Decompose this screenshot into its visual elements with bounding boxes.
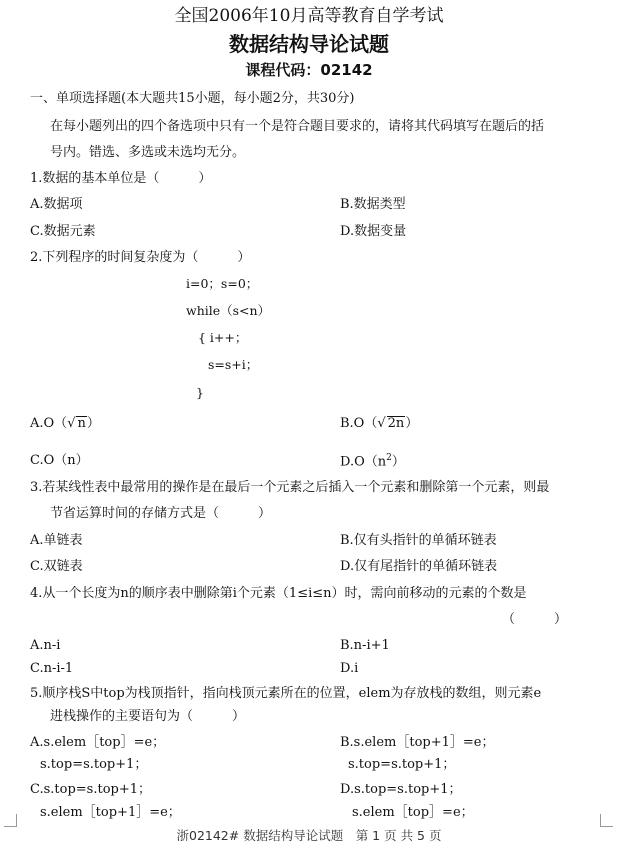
q2-option-d: $D.O(n^2)$ bbox=[340, 453, 405, 470]
q2-option-c: C.O（n） bbox=[30, 453, 89, 468]
q5-option-b: B.s.elem［top+1］=e； bbox=[340, 735, 495, 750]
page-title: 数据结构导论试题 bbox=[229, 32, 389, 56]
q3-option-a: A.单链表 bbox=[30, 533, 83, 548]
course-code: 课程代码：02142 bbox=[245, 61, 373, 79]
q3-option-c: C.双链表 bbox=[30, 559, 83, 574]
code-line: i=0；s=0； bbox=[186, 276, 259, 291]
question-1-stem: 1.数据的基本单位是（ ） bbox=[30, 171, 212, 186]
code-line: } bbox=[196, 385, 204, 400]
question-4-stem: 4.从一个长度为n的顺序表中删除第i个元素（1≤i≤n）时，需向前移动的元素的个数是 bbox=[30, 586, 527, 601]
question-5-stem: 5.顺序栈S中top为栈顶指针，指向栈顶元素所在的位置，elem为存放栈的数组，则元素e bbox=[30, 686, 542, 701]
instruction-line: 号内。错选、多选或未选均无分。 bbox=[50, 145, 246, 160]
section-heading: 一、单项选择题(本大题共15小题，每小题2分，共30分) bbox=[30, 91, 355, 106]
question-3-stem: 3.若某线性表中最常用的操作是在最后一个元素之后插入一个元素和删除第一个元素，则最 bbox=[30, 480, 550, 495]
exam-line: 全国2006年10月高等教育自学考试 bbox=[174, 6, 444, 26]
q5-option-a: A.s.elem［top］=e； bbox=[30, 735, 166, 750]
q4-option-c: C.n-i-1 bbox=[30, 661, 74, 676]
q4-option-b: B.n-i+1 bbox=[340, 638, 390, 653]
q2-option-a: A.O（√ n） bbox=[30, 416, 100, 431]
question-3-stem-cont: 节省运算时间的存储方式是（ ） bbox=[50, 506, 272, 521]
q3-option-d: D.仅有尾指针的单循环链表 bbox=[340, 559, 498, 574]
q5-option-c: C.s.top=s.top+1； bbox=[30, 782, 152, 797]
q1-option-b: B.数据类型 bbox=[340, 197, 406, 212]
q5-option-d-line2: s.elem［top］=e； bbox=[352, 805, 474, 820]
q1-option-a: A.数据项 bbox=[30, 197, 83, 212]
q2-option-b: B.O（√ 2n） bbox=[340, 416, 419, 431]
q5-option-c-line2: s.elem［top+1］=e； bbox=[40, 805, 181, 820]
q5-option-d: D.s.top=s.top+1； bbox=[340, 782, 462, 797]
question-2-stem: 2.下列程序的时间复杂度为（ ） bbox=[30, 250, 251, 265]
sqrt-symbol-icon: √ bbox=[67, 416, 76, 431]
question-5-stem-cont: 进栈操作的主要语句为（ ） bbox=[50, 709, 246, 724]
answer-blank: （ ） bbox=[502, 612, 568, 627]
q1-option-c: C.数据元素 bbox=[30, 224, 96, 239]
sqrt-symbol-icon: √ bbox=[377, 416, 386, 431]
page-footer: 浙02142# 数据结构导论试题 第 1 页 共 5 页 bbox=[176, 828, 442, 843]
q4-option-a: A.n-i bbox=[30, 638, 61, 653]
code-line: s=s+i； bbox=[208, 357, 259, 372]
q4-option-d: D.i bbox=[340, 661, 359, 676]
code-line: while（s<n） bbox=[186, 303, 271, 318]
code-line: { i++； bbox=[198, 330, 248, 345]
q1-option-d: D.数据变量 bbox=[340, 224, 407, 239]
q5-option-b-line2: s.top=s.top+1； bbox=[348, 757, 456, 772]
q5-option-a-line2: s.top=s.top+1； bbox=[40, 757, 148, 772]
q3-option-b: B.仅有头指针的单循环链表 bbox=[340, 533, 497, 548]
instruction-line: 在每小题列出的四个备选项中只有一个是符合题目要求的，请将其代码填写在题后的括 bbox=[50, 119, 545, 134]
